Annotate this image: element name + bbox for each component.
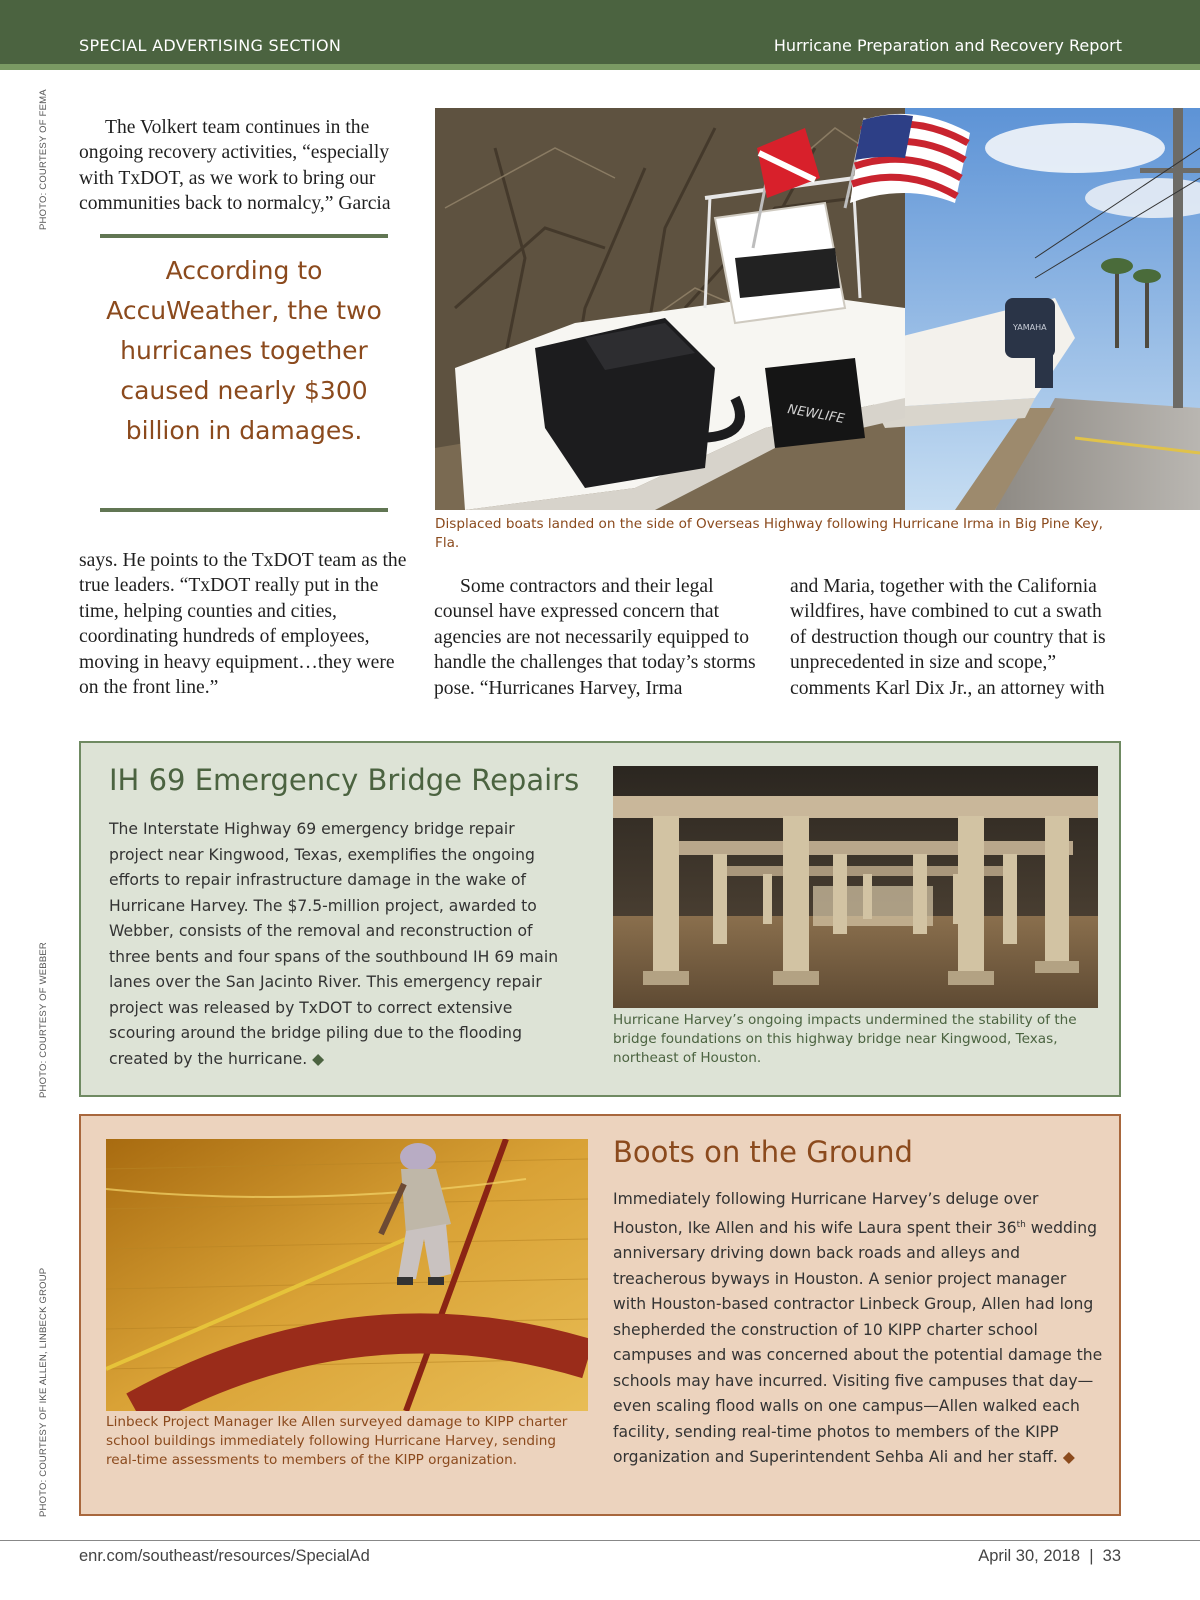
article-col2 — [434, 574, 760, 701]
boots-body — [613, 1187, 1103, 1471]
gym-floor-photo — [106, 1139, 588, 1411]
bridge-photo-illustration — [613, 766, 1098, 1008]
article-col1-bottom — [79, 548, 409, 700]
gym-photo-caption: Linbeck Project Manager Ike Allen surveyed damage to KIPP charter school buildings immediately following Hurricane Harvey, sending real-time assessments to members of the KIPP organization. — [106, 1414, 568, 1468]
article-paragraph: says. He points to the TxDOT team as the true leaders. “TxDOT really put in the time, helping counties and cities, coordinating hundreds of employees, moving in heavy equipment…they were on the front line.” — [79, 550, 407, 699]
article-col1-top — [79, 115, 404, 217]
boats-photo — [435, 108, 1200, 510]
section-label: SPECIAL ADVERTISING SECTION — [79, 36, 342, 55]
boots-title: Boots on the Ground — [613, 1135, 913, 1169]
photo-credit-webber: PHOTO: COURTESY OF WEBBER — [38, 942, 49, 1098]
end-mark-icon: ◆ — [312, 1049, 325, 1068]
article-paragraph: The Volkert team continues in the ongoing recovery activities, “especially with TxDOT, as we work to bring our communities back to normalcy,” Garcia — [79, 117, 391, 215]
boat-brand: NEWLIFE — [786, 402, 846, 427]
boats-photo-illustration — [435, 108, 1200, 510]
bridge-repairs-title: IH 69 Emergency Bridge Repairs — [109, 763, 580, 797]
bridge-photo — [613, 766, 1098, 1008]
article-paragraph: Some contractors and their legal counsel have expressed concern that agencies are not necessarily equipped to handle the challenges that today’s storms pose. “Hurricanes Harvey, Irma — [434, 576, 756, 699]
pull-quote: According to AccuWeather, the two hurricanes together caused nearly $300 billion in damages. — [106, 256, 382, 445]
photo-credit-fema: PHOTO: COURTESY OF FEMA — [38, 89, 49, 230]
boats-photo-caption: Displaced boats landed on the side of Overseas Highway following Hurricane Irma in Big Pine Key, Fla. — [435, 516, 1103, 551]
footer-url: enr.com/southeast/resources/SpecialAd — [79, 1547, 370, 1565]
pull-quote-rule-top — [100, 234, 388, 238]
bridge-repairs-body — [109, 817, 564, 1072]
pull-quote-rule-bottom — [100, 508, 388, 512]
footer-rule — [0, 1540, 1200, 1541]
boots-text-part2: wedding anniversary driving down back roads and alleys and treacherous byways in Houston. A senior project manager with Houston-based contractor Linbeck Group, Allen had long shepherded the construction of 10 KIPP charter school campuses and was concerned about the potential damage the schools may have incurred. Visiting five campuses that day—even scaling flood walls on one campus—Allen walked each facility, sending real-time photos to members of the KIPP organization and Superintendent Sehba Ali and her staff. — [613, 1218, 1103, 1467]
bridge-repairs-text: The Interstate Highway 69 emergency bridge repair project near Kingwood, Texas, exemplifies the ongoing efforts to repair infrastructure damage in the wake of Hurricane Harvey. The $7.5-million project, awarded to Webber, consists of the removal and reconstruction of three bents and four spans of the southbound IH 69 main lanes over the San Jacinto River. This emergency repair project was released by TxDOT to correct extensive scouring around the bridge piling due to the flooding created by the hurricane. — [109, 820, 559, 1068]
article-paragraph: and Maria, together with the California wildfires, have combined to cut a swath of destruction though our country that is unprecedented in size and scope,” comments Karl Dix Jr., an attorney with — [790, 576, 1106, 699]
bridge-photo-caption: Hurricane Harvey’s ongoing impacts undermined the stability of the bridge foundations on this highway bridge near Kingwood, Texas, northeast of Houston. — [613, 1012, 1077, 1066]
footer-date-page: April 30, 2018 | 33 — [978, 1547, 1121, 1565]
boots-text-part1: Immediately following Hurricane Harvey’s deluge over Houston, Ike Allen and his wife Laura spent their 36 — [613, 1190, 1039, 1237]
article-col3 — [790, 574, 1122, 701]
ordinal-suffix: th — [1016, 1219, 1026, 1230]
report-title: Hurricane Preparation and Recovery Report — [773, 36, 1122, 55]
end-mark-icon: ◆ — [1062, 1448, 1075, 1467]
photo-credit-linbeck: PHOTO: COURTESY OF IKE ALLEN, LINBECK GROUP — [38, 1267, 49, 1517]
us-flag — [850, 114, 970, 203]
header-stripe — [0, 64, 1200, 70]
motor-brand: YAMAHA — [1013, 323, 1047, 332]
gym-floor-illustration — [106, 1139, 588, 1411]
